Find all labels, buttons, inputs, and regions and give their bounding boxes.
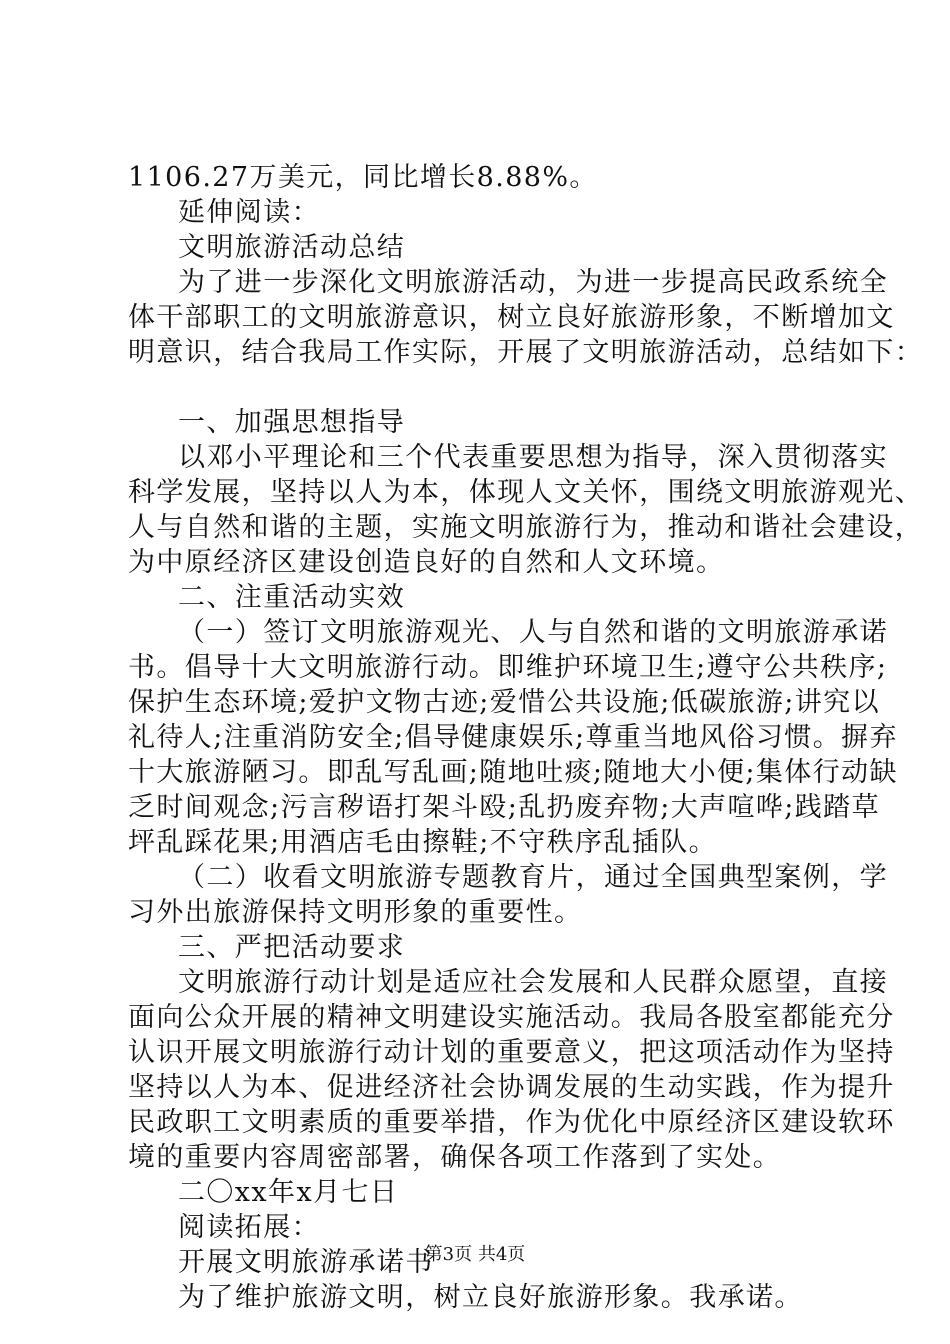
text-line: 以邓小平理论和三个代表重要思想为指导，深入贯彻落实: [178, 442, 888, 473]
text-line: 认识开展文明旅游行动计划的重要意义，把这项活动作为坚持: [128, 1037, 895, 1068]
text-line: 文明旅游行动计划是适应社会发展和人民群众愿望，直接: [178, 967, 888, 998]
section-heading: 二、注重活动实效: [178, 582, 406, 613]
text-line: 阅读拓展：: [178, 1212, 320, 1243]
text-line: 明意识，结合我局工作实际，开展了文明旅游活动，总结如下：: [128, 337, 924, 368]
text-line: 习外出旅游保持文明形象的重要性。: [128, 897, 583, 928]
text-line: 1106.27万美元，同比增长8.88%。: [128, 162, 598, 193]
text-line: 境的重要内容周密部署，确保各项工作落到了实处。: [128, 1142, 782, 1173]
text-line: 坚持以人为本、促进经济社会协调发展的生动实践，作为提升: [128, 1072, 895, 1103]
text-line: 坪乱踩花果;用酒店毛由擦鞋;不守秩序乱插队。: [128, 827, 717, 858]
text-line: 保护生态环境;爱护文物古迹;爱惜公共设施;低碳旅游;讲究以: [128, 687, 880, 718]
section-heading: 开展文明旅游承诺书: [178, 1247, 434, 1278]
text-line: 人与自然和谐的主题，实施文明旅游行为，推动和谐社会建设，: [128, 512, 924, 543]
text-line: 延伸阅读：: [178, 197, 320, 228]
text-line: 书。倡导十大文明旅游行动。即维护环境卫生;遵守公共秩序;: [128, 652, 888, 683]
text-line: （一）签订文明旅游观光、人与自然和谐的文明旅游承诺: [178, 617, 888, 648]
blank-line: [128, 370, 838, 405]
text-line: 为了进一步深化文明旅游活动，为进一步提高民政系统全: [178, 267, 888, 298]
text-line: 科学发展，坚持以人为本，体现人文关怀，围绕文明旅游观光、: [128, 477, 924, 508]
text-line: 十大旅游陋习。即乱写乱画;随地吐痰;随地大小便;集体行动缺: [128, 757, 898, 788]
date-line: 二〇xx年x月七日: [178, 1177, 399, 1208]
text-line: 体干部职工的文明旅游意识，树立良好旅游形象，不断增加文: [128, 302, 895, 333]
text-line: 乏时间观念;污言秽语打架斗殴;乱扔废弃物;大声喧哗;践踏草: [128, 792, 880, 823]
text-line: （二）收看文明旅游专题教育片，通过全国典型案例，学: [178, 862, 888, 893]
document-body: [128, 160, 924, 1315]
text-line: 面向公众开展的精神文明建设实施活动。我局各股室都能充分: [128, 1002, 895, 1033]
text-line: 礼待人;注重消防安全;倡导健康娱乐;尊重当地风俗习惯。摒弃: [128, 722, 898, 753]
text-line: 为中原经济区建设创造良好的自然和人文环境。: [128, 547, 725, 578]
text-line: 为了维护旅游文明，树立良好旅游形象。我承诺。: [178, 1282, 803, 1313]
section-heading: 一、加强思想指导: [178, 407, 406, 438]
section-heading: 文明旅游活动总结: [178, 232, 406, 263]
page-number-footer: 第3页 共4页: [424, 1244, 526, 1265]
text-line: 民政职工文明素质的重要举措，作为优化中原经济区建设软环: [128, 1107, 895, 1138]
section-heading: 三、严把活动要求: [178, 932, 406, 963]
